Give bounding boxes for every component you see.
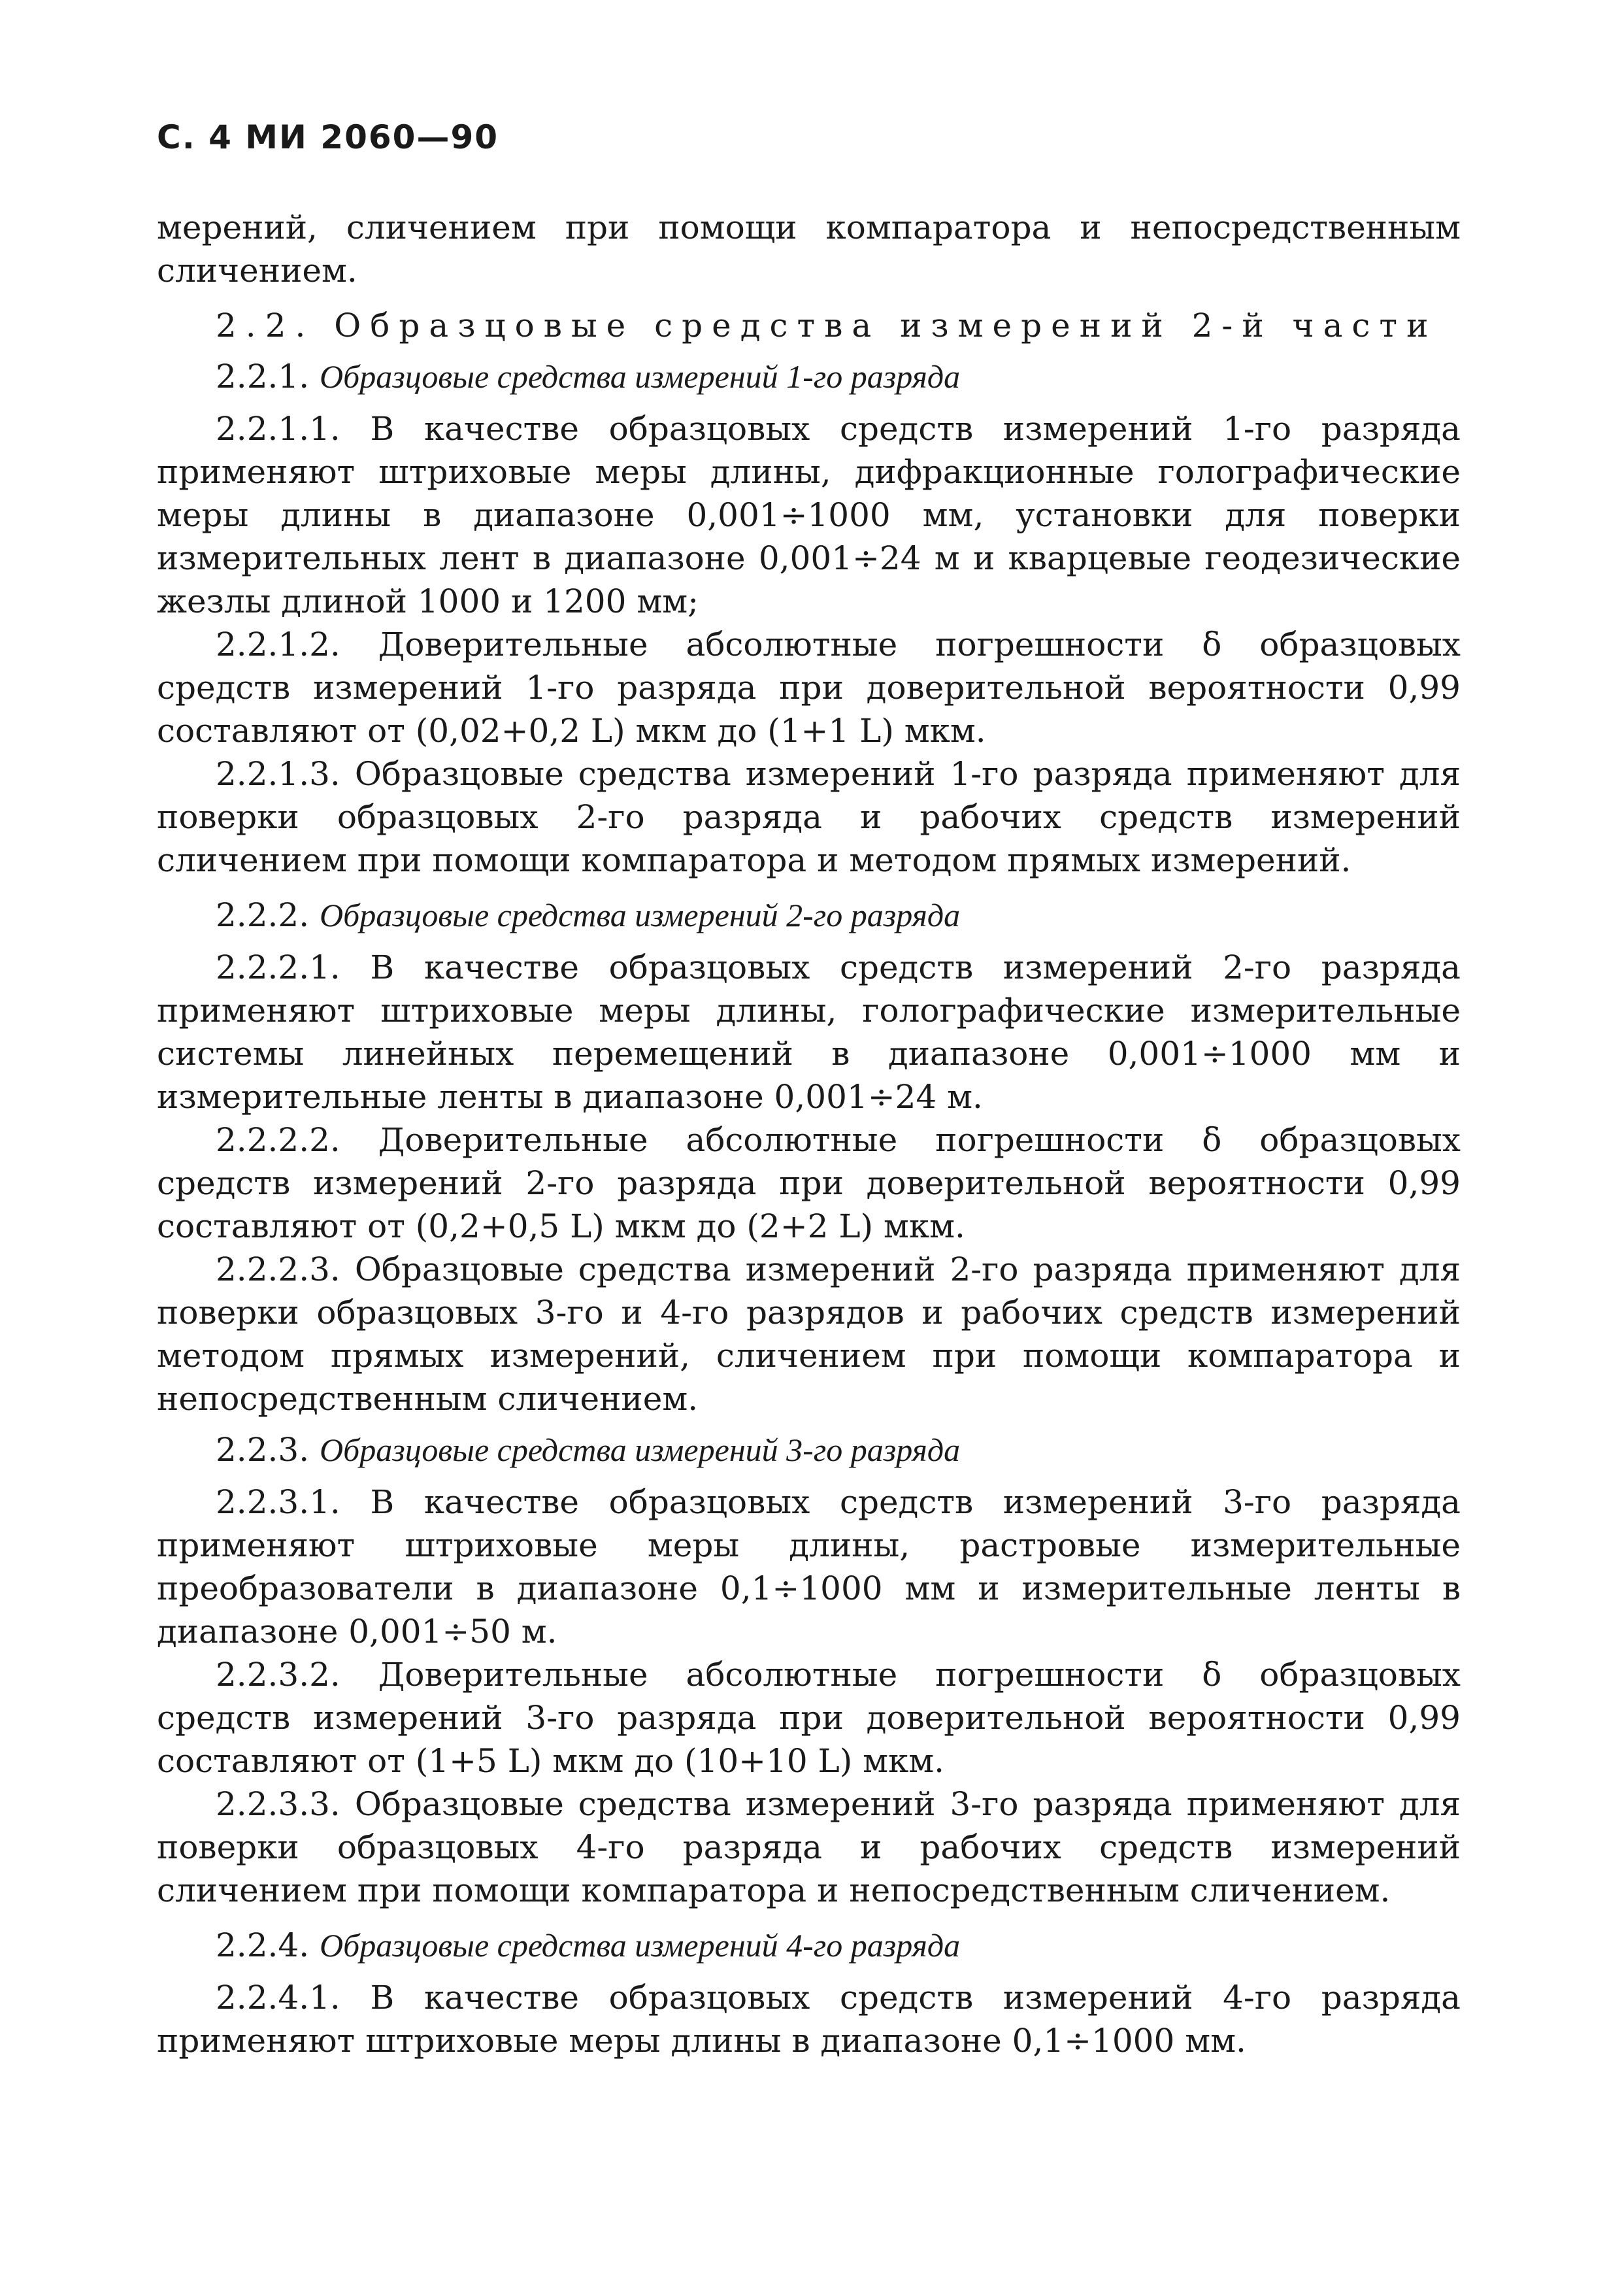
paragraph-2-2-1-1: 2.2.1.1. В качестве образцовых средств измерений 1-го разряда применяют штриховые меры длины, дифракционные голографические меры длины в диапазоне 0,001÷1000 мм, установки для поверки измерительных лент в диапазоне 0,001÷24 м и кварцевые геодезические жезлы длиной 1000 и 1200 мм;: [157, 410, 1461, 620]
heading-number: 2.2.1.: [216, 358, 310, 395]
paragraph-2-2-1-2: 2.2.1.2. Доверительные абсолютные погрешности δ образцовых средств измерений 1-го разряда при доверительной вероятности 0,99 составляют от (0,02+0,2 L) мкм до (1+1 L) мкм.: [157, 626, 1461, 750]
document-page: [157, 114, 1461, 2062]
heading-number: 2.2.3.: [216, 1431, 310, 1469]
subsection-heading-2-2-4: [157, 1924, 1461, 1967]
paragraph-2-2-2-3: 2.2.2.3. Образцовые средства измерений 2-го разряда применяют для поверки образцовых 3-го и 4-го разрядов и рабочих средств измерений методом прямых измерений, сличением при помощи компаратора и непосредственным сличением.: [157, 1250, 1461, 1418]
heading-number: 2.2.2.: [216, 896, 310, 934]
paragraph-2-2-2-2: 2.2.2.2. Доверительные абсолютные погрешности δ образцовых средств измерений 2-го разряда при доверительной вероятности 0,99 составляют от (0,2+0,5 L) мкм до (2+2 L) мкм.: [157, 1121, 1461, 1245]
page-header: С. 4 МИ 2060—90: [157, 118, 499, 156]
heading-title: Образцовые средства измерений 4-го разряда: [320, 1927, 961, 1964]
paragraph-2-2-1-3: 2.2.1.3. Образцовые средства измерений 1-го разряда применяют для поверки образцовых 2-го разряда и рабочих средств измерений сличением при помощи компаратора и методом прямых измерений.: [157, 755, 1461, 879]
paragraph-2-2-4-1: 2.2.4.1. В качестве образцовых средств измерений 4-го разряда применяют штриховые меры длины в диапазоне 0,1÷1000 мм.: [157, 1979, 1461, 2060]
subsection-heading-2-2-3: [157, 1428, 1461, 1471]
subsection-heading-2-2-1: [157, 355, 1461, 398]
heading-title: Образцовые средства измерений 3-го разряда: [320, 1432, 961, 1468]
paragraph-2-2-2-1: 2.2.2.1. В качестве образцовых средств измерений 2-го разряда применяют штриховые меры длины, голографические измерительные системы линейных перемещений в диапазоне 0,001÷1000 мм и измерительные ленты в диапазоне 0,001÷24 м.: [157, 948, 1461, 1116]
paragraph-continuation: мерений, сличением при помощи компаратора и непосредственным сличением.: [157, 209, 1461, 290]
heading-title: Образцовые средства измерений 1-го разряда: [320, 358, 961, 395]
paragraph-2-2-3-2: 2.2.3.2. Доверительные абсолютные погрешности δ образцовых средств измерений 3-го разряда при доверительной вероятности 0,99 составляют от (1+5 L) мкм до (10+10 L) мкм.: [157, 1656, 1461, 1780]
section-heading-2-2: 2.2. Образцовые средства измерений 2-й части: [216, 307, 1438, 344]
paragraph-2-2-3-3: 2.2.3.3. Образцовые средства измерений 3-го разряда применяют для поверки образцовых 4-го разряда и рабочих средств измерений сличением при помощи компаратора и непосредственным сличением.: [157, 1785, 1461, 1909]
subsection-heading-2-2-2: [157, 894, 1461, 937]
paragraph-2-2-3-1: 2.2.3.1. В качестве образцовых средств измерений 3-го разряда применяют штриховые меры длины, растровые измерительные преобразователи в диапазоне 0,1÷1000 мм и измерительные ленты в диапазоне 0,001÷50 м.: [157, 1483, 1461, 1650]
heading-title: Образцовые средства измерений 2-го разряда: [320, 897, 961, 933]
heading-number: 2.2.4.: [216, 1926, 310, 1964]
